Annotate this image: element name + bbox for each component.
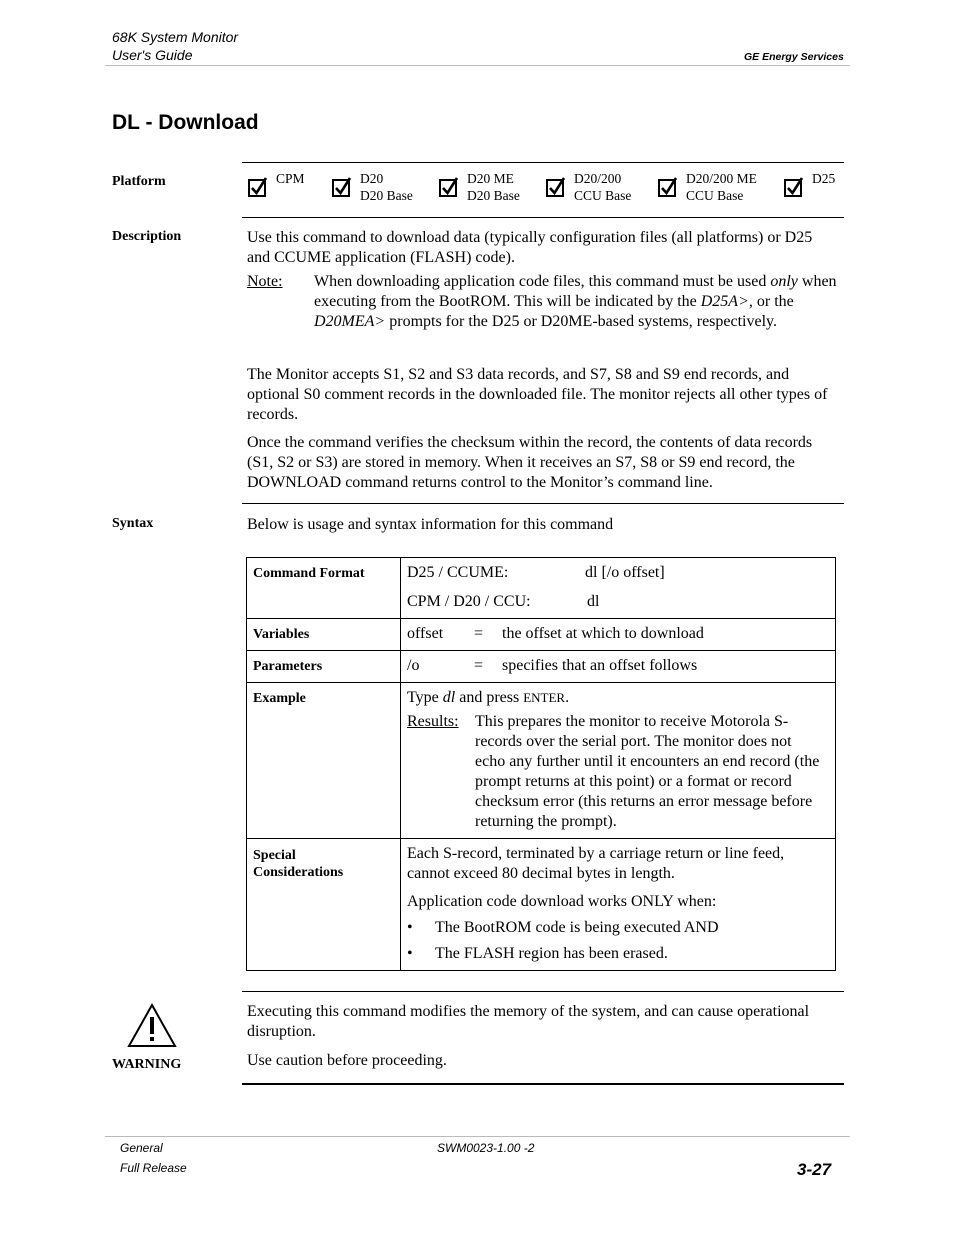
results-label: Results: [407, 713, 459, 730]
checkbox-checked-icon [546, 177, 566, 197]
header-title [112, 28, 238, 64]
description-p2: The Monitor accepts S1, S2 and S3 data records, and S7, S8 and S9 end records, and optional S0 comment records in the downloaded file. The monitor rejects all other types of records. [247, 366, 828, 423]
syntax-table [246, 557, 836, 971]
warning-bottom-rule [242, 1083, 844, 1085]
platform-item-line1: D25 [812, 171, 836, 186]
platform-item-line2: D20 Base [467, 188, 520, 203]
variable-name: offset [407, 625, 444, 642]
footer-divider [105, 1136, 850, 1137]
special-label: Special Considerations [247, 839, 401, 971]
description-p3: Once the command verifies the checksum within the record, the contents of data records (S1, S2 or S3) are stored in memory. When it receives an S7, S8 or S9 end record, the DOWNLOAD command returns control to the Monitor’s command line. [247, 434, 813, 491]
format-command: dl [587, 593, 600, 610]
platform-item-line2: CCU Base [574, 188, 632, 203]
description-p1: Use this command to download data (typically configuration files (all platforms) or D25 and CCUME application (FLASH) code). [247, 229, 813, 266]
footer-general: General [120, 1141, 163, 1155]
table-row [247, 558, 836, 619]
warning-p1: Executing this command modifies the memory of the system, and can cause operational disruption. [247, 1003, 810, 1040]
variables-label: Variables [247, 619, 401, 651]
format-platform: CPM / D20 / CCU: [407, 593, 531, 610]
special-p1: Each S-record, terminated by a carriage return or line feed, cannot exceed 80 decimal bytes in length. [407, 845, 785, 882]
warning-icon [126, 1002, 178, 1048]
platform-item [439, 170, 520, 204]
table-row [247, 619, 836, 651]
platform-item-line1: D20/200 ME [686, 171, 757, 186]
checkbox-checked-icon [658, 177, 678, 197]
format-platform: D25 / CCUME: [407, 564, 509, 581]
header-divider [105, 65, 850, 66]
checkbox-checked-icon [784, 177, 804, 197]
platform-item [658, 170, 757, 204]
footer-doc-number: SWM0023-1.00 -2 [437, 1141, 535, 1155]
parameter-desc: specifies that an offset follows [502, 657, 698, 674]
table-row [247, 839, 836, 971]
special-p2: Application code download works ONLY when: [407, 893, 717, 910]
platform-bottom-rule [242, 217, 844, 218]
checkbox-checked-icon [332, 177, 352, 197]
note-text: When downloading application code files, this command must be used only when executing from the BootROM. This will be indicated by the D25A>, or the D20MEA> prompts for the D25 or D20ME-based systems, respectively. [314, 273, 837, 330]
platform-item [332, 170, 413, 204]
syntax-label: Syntax [112, 516, 154, 531]
warning-label: WARNING [112, 1057, 182, 1072]
header-line2: User's Guide [112, 47, 193, 63]
note-label: Note: [247, 273, 283, 290]
variable-desc: the offset at which to download [502, 625, 704, 642]
platform-item-line1: D20 ME [467, 171, 514, 186]
platform-item-line1: D20 [360, 171, 384, 186]
platform-label: Platform [112, 174, 166, 189]
platform-item-line1: CPM [276, 171, 305, 186]
platform-item-line2: D20 Base [360, 188, 413, 203]
list-item: • The FLASH region has been erased. [407, 945, 668, 962]
table-row [247, 651, 836, 683]
format-command: dl [/o offset] [585, 564, 665, 581]
description-label: Description [112, 229, 182, 244]
format-label: Command Format [247, 558, 401, 619]
checkbox-checked-icon [248, 177, 268, 197]
table-row [247, 683, 836, 839]
platform-item [546, 170, 631, 204]
example-instruction: Type dl and press ENTER. [407, 689, 570, 706]
variable-eq: = [474, 625, 484, 642]
parameters-label: Parameters [247, 651, 401, 683]
platform-item-line1: D20/200 [574, 171, 622, 186]
footer-release: Full Release [120, 1161, 187, 1175]
page-title: DL - Download [112, 111, 259, 134]
page-number: 3-27 [797, 1160, 832, 1179]
parameter-name: /o [407, 657, 420, 674]
parameter-eq: = [474, 657, 484, 674]
checkbox-checked-icon [439, 177, 459, 197]
example-label: Example [247, 683, 401, 839]
platform-item-line2: CCU Base [686, 188, 744, 203]
results-text: This prepares the monitor to receive Motorola S-records over the serial port. The monitor does not echo any further until it encounters an end record (the prompt returns at this point) or a format or record checksum error (this returns an error message before returning the prompt). [475, 713, 820, 830]
format-cell [401, 558, 836, 619]
warning-top-rule [242, 991, 844, 992]
warning-p2: Use caution before proceeding. [247, 1052, 447, 1069]
syntax-intro: Below is usage and syntax information for this command [247, 516, 614, 533]
list-item: • The BootROM code is being executed AND [407, 919, 719, 936]
description-bottom-rule [242, 503, 844, 504]
platform-top-rule [242, 162, 844, 163]
header-line1: 68K System Monitor [112, 29, 239, 45]
platform-item [784, 170, 835, 197]
platform-item [248, 170, 305, 197]
header-company: GE Energy Services [744, 51, 844, 63]
